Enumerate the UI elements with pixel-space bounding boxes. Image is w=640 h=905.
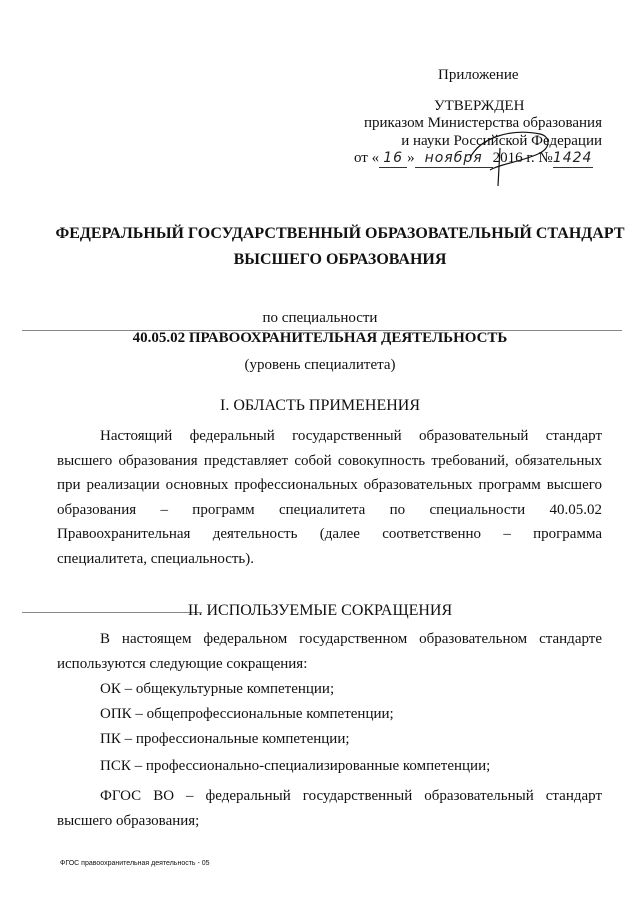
abbreviation-item: ПК – профессиональные компетенции; bbox=[100, 731, 350, 747]
order-prefix: от « bbox=[354, 150, 380, 166]
abbreviation-item: ОПК – общепрофессиональные компетенции; bbox=[100, 706, 394, 722]
fgos-definition bbox=[57, 784, 602, 833]
section-2-title: II. ИСПОЛЬЗУЕМЫЕ СОКРАЩЕНИЯ bbox=[187, 602, 453, 619]
order-month: ноября bbox=[415, 150, 493, 168]
specialty-level: (уровень специалитета) bbox=[244, 357, 396, 373]
specialty-label: по специальности bbox=[262, 310, 378, 326]
section-1-text: Настоящий федеральный государственный образовательный стандарт высшего образования представляет собой совокупность требований, обязательных при реализации основных профессиональных образовательных программ высшего образования – программ специалитета по специальности 40.05.02 Правоохранительная деятельность (далее соответственно – программа специалитета, специальность). bbox=[57, 428, 602, 567]
footer-text: ФГОС правоохранительная деятельность - 05 bbox=[60, 860, 210, 867]
section-2-intro-text: В настоящем федеральном государственном образовательном стандарте используются следующие сокращения: bbox=[57, 631, 602, 672]
order-line-2: и науки Российской Федерации bbox=[401, 133, 602, 149]
abbreviation-item: ПСК – профессионально-специализированные компетенции; bbox=[100, 758, 491, 774]
abbreviation-item: ОК – общекультурные компетенции; bbox=[100, 681, 335, 697]
order-mid: » bbox=[407, 150, 415, 166]
order-line-1: приказом Министерства образования bbox=[364, 115, 602, 131]
specialty-name: 40.05.02 ПРАВООХРАНИТЕЛЬНАЯ ДЕЯТЕЛЬНОСТЬ bbox=[132, 330, 508, 346]
section-1-paragraph bbox=[57, 424, 602, 572]
signature-mark bbox=[440, 118, 570, 188]
title-line-1: ФЕДЕРАЛЬНЫЙ ГОСУДАРСТВЕННЫЙ ОБРАЗОВАТЕЛЬНЫЙ СТАНДАРТ bbox=[55, 225, 625, 242]
section-2-intro bbox=[57, 627, 602, 676]
order-day: 16 bbox=[379, 150, 407, 168]
approved-label: УТВЕРЖДЕН bbox=[434, 98, 525, 114]
appendix-label: Приложение bbox=[438, 67, 519, 83]
order-year: 2016 г. № bbox=[492, 150, 553, 166]
title-line-2: ВЫСШЕГО ОБРАЗОВАНИЯ bbox=[233, 251, 447, 268]
fgos-definition-text: ФГОС ВО – федеральный государственный образовательный стандарт высшего образования; bbox=[57, 788, 602, 829]
order-number: 1424 bbox=[552, 150, 593, 166]
section-1-title: I. ОБЛАСТЬ ПРИМЕНЕНИЯ bbox=[219, 397, 421, 414]
